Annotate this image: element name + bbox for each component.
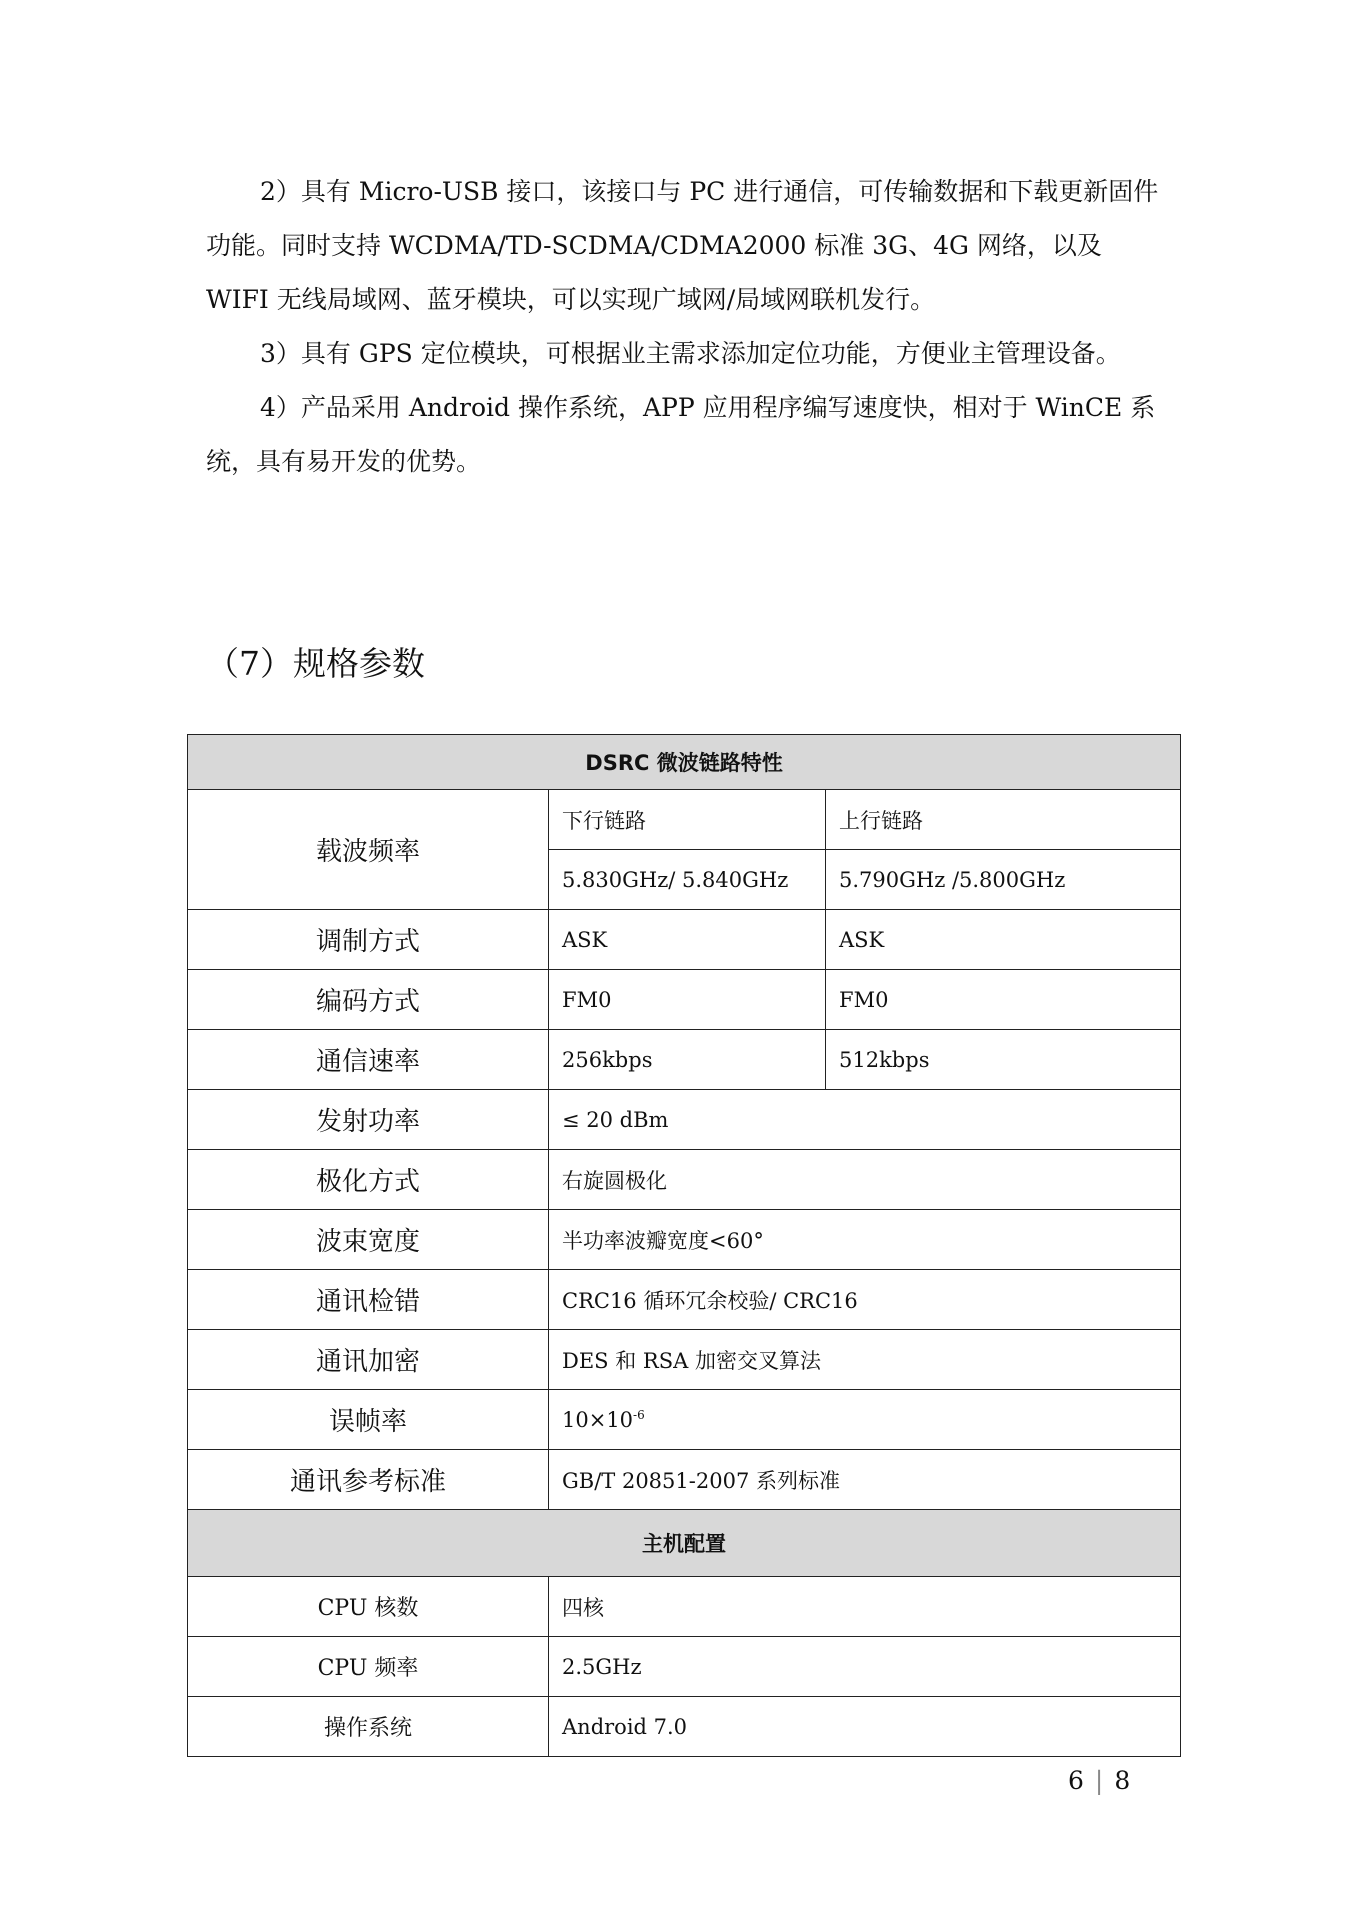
carrier-label: 载波频率 (188, 790, 549, 910)
standard-value: GB/T 20851-2007 系列标准 (549, 1450, 1181, 1510)
os-value: Android 7.0 (549, 1697, 1181, 1757)
page-number (1068, 1766, 1131, 1795)
cpu-cores-label: CPU 核数 (188, 1577, 549, 1637)
host-header: 主机配置 (188, 1510, 1181, 1577)
rate-down: 256kbps (549, 1030, 826, 1090)
page-current: 6 (1068, 1766, 1085, 1795)
beamwidth-value: 半功率波瓣宽度<60° (549, 1210, 1181, 1270)
encryption-value: DES 和 RSA 加密交叉算法 (549, 1330, 1181, 1390)
uplink-head: 上行链路 (826, 790, 1181, 850)
dsrc-header: DSRC 微波链路特性 (188, 735, 1181, 790)
os-label: 操作系统 (188, 1697, 549, 1757)
encoding-down: FM0 (549, 970, 826, 1030)
section-title: （7）规格参数 (206, 644, 425, 683)
rate-up: 512kbps (826, 1030, 1181, 1090)
cpu-freq-value: 2.5GHz (549, 1637, 1181, 1697)
page-total: 8 (1114, 1766, 1132, 1795)
polarization-label: 极化方式 (188, 1150, 549, 1210)
power-value: ≤ 20 dBm (549, 1090, 1181, 1150)
encryption-label: 通讯加密 (188, 1330, 549, 1390)
downlink-head: 下行链路 (549, 790, 826, 850)
paragraph-gps: 3）具有 GPS 定位模块，可根据业主需求添加定位功能，方便业主管理设备。 (260, 339, 1121, 368)
encoding-up: FM0 (826, 970, 1181, 1030)
beamwidth-label: 波束宽度 (188, 1210, 549, 1270)
polarization-value: 右旋圆极化 (549, 1150, 1181, 1210)
uplink-freq: 5.790GHz /5.800GHz (826, 850, 1181, 910)
cpu-cores-value: 四核 (549, 1577, 1181, 1637)
modulation-label: 调制方式 (188, 910, 549, 970)
paragraph-android: 4）产品采用 Android 操作系统，APP 应用程序编写速度快，相对于 WinCE 系统，具有易开发的优势。 (206, 393, 1156, 476)
encoding-label: 编码方式 (188, 970, 549, 1030)
modulation-up: ASK (826, 910, 1181, 970)
rate-label: 通信速率 (188, 1030, 549, 1090)
error-check-value: CRC16 循环冗余校验/ CRC16 (549, 1270, 1181, 1330)
downlink-freq: 5.830GHz/ 5.840GHz (549, 850, 826, 910)
spec-table (187, 734, 1181, 1757)
paragraph-usb: 2）具有 Micro-USB 接口，该接口与 PC 进行通信，可传输数据和下载更新固件功能。同时支持 WCDMA/TD-SCDMA/CDMA2000 标准 3G、4G 网络，以及 WIFI 无线局域网、蓝牙模块，可以实现广域网/局域网联机发行。 (206, 177, 1159, 314)
standard-label: 通讯参考标准 (188, 1450, 549, 1510)
frame-error-value: $10\times 10^{-6}$ (549, 1390, 1181, 1450)
frame-error-label: 误帧率 (188, 1390, 549, 1450)
error-check-label: 通讯检错 (188, 1270, 549, 1330)
modulation-down: ASK (549, 910, 826, 970)
page-separator: | (1094, 1766, 1105, 1795)
power-label: 发射功率 (188, 1090, 549, 1150)
cpu-freq-label: CPU 频率 (188, 1637, 549, 1697)
